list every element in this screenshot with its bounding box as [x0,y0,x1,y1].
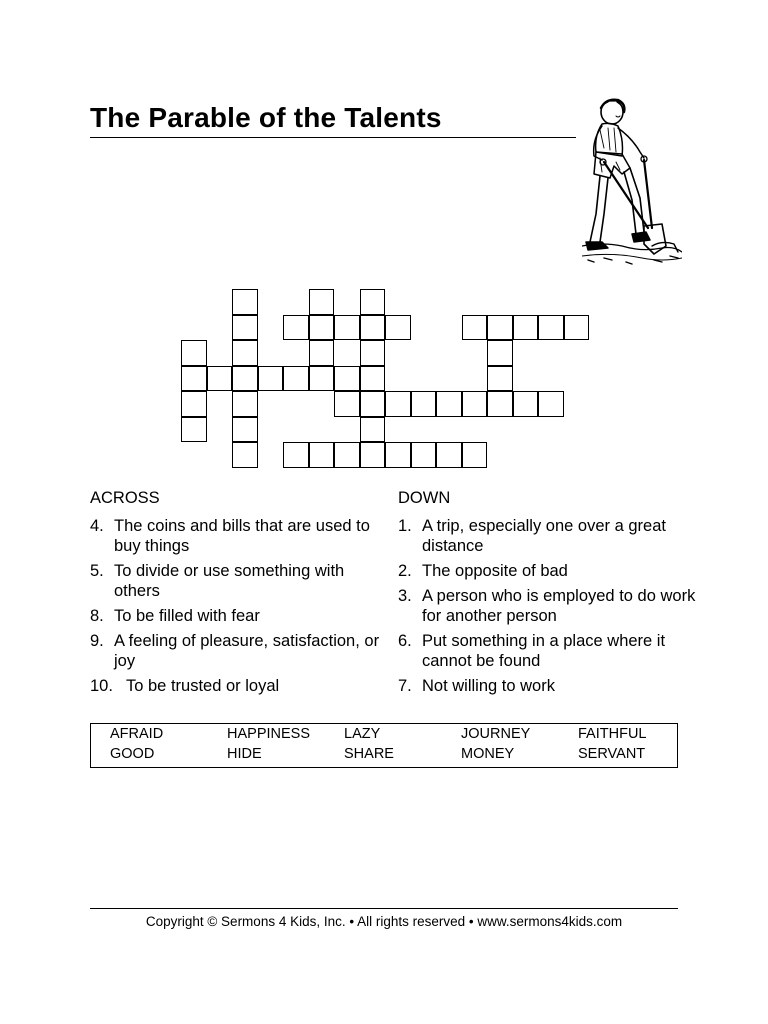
down-clues [398,488,698,701]
crossword-cell[interactable] [232,366,258,392]
crossword-cell[interactable] [487,340,513,366]
crossword-cell[interactable] [309,340,335,366]
crossword-cell[interactable] [360,289,386,315]
down-heading: DOWN [398,489,451,507]
word-bank-word: JOURNEY [461,726,531,742]
clue-number: 3. [398,587,412,605]
crossword-cell[interactable] [283,366,309,392]
clue-text: To be trusted or loyal [126,677,280,695]
clue-text: The coins and bills that are used to buy things [114,517,370,555]
across-clue [90,606,380,626]
word-bank-word: FAITHFUL [578,726,647,742]
crossword-cell[interactable] [232,315,258,341]
word-bank-word: LAZY [344,726,381,742]
clue-text: Put something in a place where it cannot be found [422,632,666,670]
crossword-cell[interactable] [334,442,360,468]
crossword-cell[interactable] [258,366,284,392]
crossword-cell[interactable] [181,417,207,443]
clue-number: 7. [398,677,412,695]
crossword-cell[interactable] [181,366,207,392]
crossword-cell[interactable] [360,366,386,392]
crossword-cell[interactable] [309,442,335,468]
clue-number: 9. [90,632,104,650]
title-underline [90,137,576,138]
word-bank-word: HIDE [227,746,262,762]
clue-text: To divide or use something with others [114,562,345,600]
across-clue [90,676,380,696]
crossword-cell[interactable] [207,366,233,392]
clue-number: 1. [398,517,412,535]
word-bank-word: GOOD [110,746,155,762]
crossword-cell[interactable] [513,315,539,341]
clue-text: To be filled with fear [114,607,260,625]
across-heading: ACROSS [90,489,160,507]
down-clue [398,586,698,626]
crossword-cell[interactable] [232,391,258,417]
crossword-cell[interactable] [360,391,386,417]
crossword-cell[interactable] [462,391,488,417]
word-bank-word: SHARE [344,746,394,762]
crossword-cell[interactable] [462,315,488,341]
crossword-cell[interactable] [334,391,360,417]
crossword-cell[interactable] [232,289,258,315]
crossword-cell[interactable] [411,391,437,417]
clue-number: 6. [398,632,412,650]
crossword-cell[interactable] [360,417,386,443]
word-bank-word: MONEY [461,746,515,762]
copyright-footer: Copyright © Sermons 4 Kids, Inc. • All rights reserved • www.sermons4kids.com [145,914,623,929]
crossword-cell[interactable] [283,442,309,468]
crossword-cell[interactable] [487,315,513,341]
crossword-cell[interactable] [360,315,386,341]
across-clue [90,561,380,601]
clue-number: 8. [90,607,104,625]
crossword-cell[interactable] [181,340,207,366]
down-clue [398,631,698,671]
clue-text: Not willing to work [422,677,555,695]
crossword-cell[interactable] [334,315,360,341]
down-clue [398,676,698,696]
crossword-cell[interactable] [309,366,335,392]
crossword-cell[interactable] [360,442,386,468]
crossword-cell[interactable] [334,366,360,392]
across-clues [90,488,380,701]
crossword-cell[interactable] [283,315,309,341]
clue-number: 10. [90,677,113,695]
crossword-cell[interactable] [538,315,564,341]
down-clue [398,516,698,556]
crossword-cell[interactable] [487,391,513,417]
crossword-cell[interactable] [462,442,488,468]
crossword-cell[interactable] [309,315,335,341]
crossword-cell[interactable] [181,391,207,417]
footer-divider [90,908,678,909]
down-clue [398,561,698,581]
crossword-cell[interactable] [436,391,462,417]
clue-number: 4. [90,517,104,535]
word-bank-word: HAPPINESS [227,726,310,742]
clue-text: The opposite of bad [422,562,568,580]
crossword-cell[interactable] [564,315,590,341]
crossword-cell[interactable] [385,315,411,341]
word-bank [90,723,678,768]
crossword-cell[interactable] [385,391,411,417]
crossword-cell[interactable] [487,366,513,392]
clue-number: 2. [398,562,412,580]
crossword-cell[interactable] [360,340,386,366]
word-bank-word: SERVANT [578,746,646,762]
clue-number: 5. [90,562,104,580]
word-bank-word: AFRAID [110,726,164,742]
crossword-cell[interactable] [309,289,335,315]
across-clue [90,631,380,671]
crossword-cell[interactable] [513,391,539,417]
across-clue [90,516,380,556]
clue-text: A feeling of pleasure, satisfaction, or joy [114,632,380,670]
page-title: The Parable of the Talents [90,102,442,133]
boy-digging-with-shovel-icon [582,96,682,270]
crossword-cell[interactable] [411,442,437,468]
crossword-cell[interactable] [232,417,258,443]
crossword-cell[interactable] [232,340,258,366]
crossword-cell[interactable] [436,442,462,468]
crossword-cell[interactable] [538,391,564,417]
clue-text: A person who is employed to do work for another person [422,587,696,625]
crossword-cell[interactable] [385,442,411,468]
clue-text: A trip, especially one over a great distance [422,517,666,555]
crossword-cell[interactable] [232,442,258,468]
